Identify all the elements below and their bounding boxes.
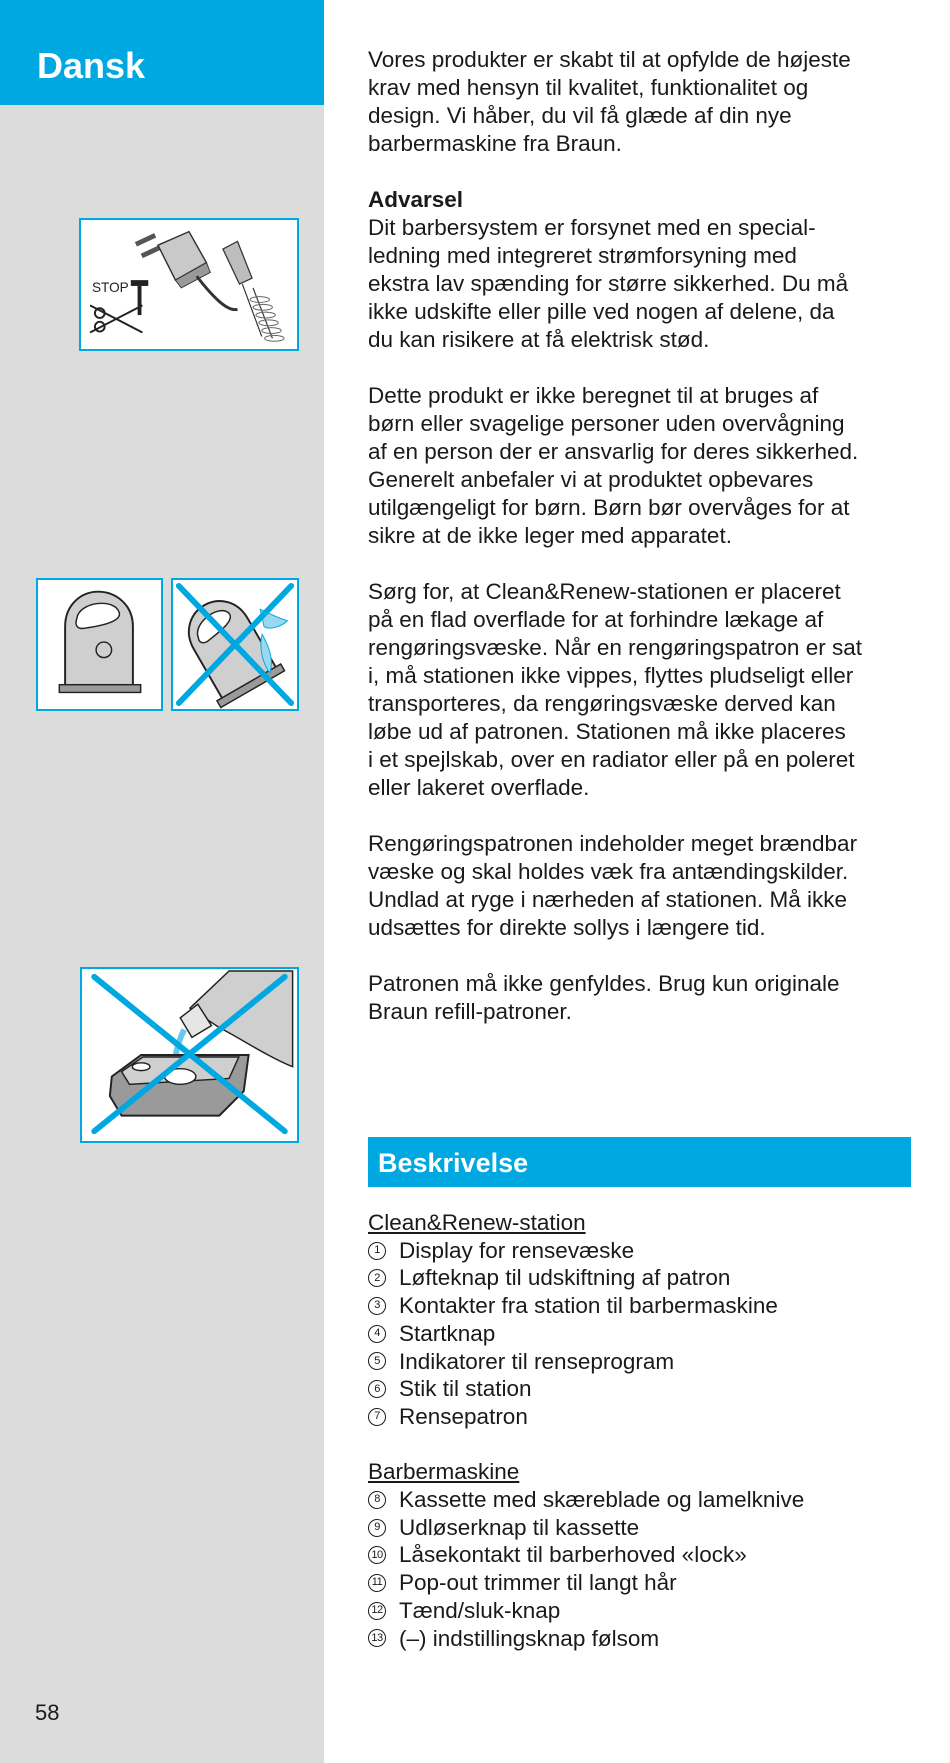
intro-text: [368, 46, 913, 1026]
text-line: Patronen må ikke genfyldes. Brug kun originale: [368, 971, 840, 996]
list-item: [368, 1264, 913, 1292]
text-line: design. Vi håber, du vil få glæde af din nye: [368, 103, 792, 128]
list-item: [368, 1541, 913, 1569]
item-number: 3: [368, 1297, 386, 1315]
language-banner: [0, 0, 324, 105]
text-line: Dit barbersystem er forsynet med en special-: [368, 215, 816, 240]
text-line: Dette produkt er ikke beregnet til at bruges af: [368, 383, 819, 408]
language-title: Dansk: [37, 45, 146, 86]
parts-list: [368, 1209, 913, 1652]
text-line: ledning med integreret strømforsyning med: [368, 243, 797, 268]
text-line: af en person der er ansvarlig for deres sikkerhed.: [368, 439, 859, 464]
list-item: [368, 1320, 913, 1348]
item-label: Kontakter fra station til barbermaskine: [399, 1293, 778, 1319]
item-label: Låsekontakt til barberhoved «lock»: [399, 1542, 747, 1568]
text-line: sikre at de ikke leger med apparatet.: [368, 523, 732, 548]
text-line: Braun refill-patroner.: [368, 999, 572, 1024]
stop-label: STOP: [92, 279, 129, 295]
list-item: [368, 1375, 913, 1403]
warning-heading: Advarsel: [368, 187, 464, 212]
item-label: Rensepatron: [399, 1403, 528, 1429]
text-line: på en flad overflade for at forhindre lækage af: [368, 607, 824, 632]
item-label: Løfteknap til udskiftning af patron: [399, 1265, 731, 1291]
children-paragraph: [368, 382, 913, 550]
item-label: Indikatorer til renseprogram: [399, 1348, 675, 1374]
item-label: Display for rensevæske: [399, 1237, 635, 1263]
station-upright-icon: [36, 578, 163, 711]
placement-paragraph: [368, 578, 913, 802]
item-label: Kassette med skæreblade og lamelknive: [399, 1487, 805, 1513]
item-number: 5: [368, 1352, 386, 1370]
item-number: 4: [368, 1325, 386, 1343]
list-item: [368, 1403, 913, 1431]
item-number: 7: [368, 1408, 386, 1426]
item-number: 12: [368, 1602, 386, 1620]
item-number: 6: [368, 1380, 386, 1398]
refill-cartridge-crossed-icon: [80, 967, 299, 1143]
warning-paragraph: [368, 186, 913, 354]
refill-paragraph: [368, 970, 913, 1026]
list-item: [368, 1486, 913, 1514]
item-label: Udløserknap til kassette: [399, 1514, 640, 1540]
text-line: Vores produkter er skabt til at opfylde de højeste: [368, 47, 851, 72]
text-line: løbe ud af patronen. Stationen må ikke placeres: [368, 719, 846, 744]
text-line: udsættes for direkte sollys i længere tid.: [368, 915, 766, 940]
text-line: du kan risikere at få elektrisk stød.: [368, 327, 710, 352]
list-item: [368, 1514, 913, 1542]
item-number: 11: [368, 1574, 386, 1592]
intro-paragraph: [368, 46, 913, 158]
text-line: barbermaskine fra Braun.: [368, 131, 622, 156]
item-number: 13: [368, 1629, 386, 1647]
text-line: eller lakeret overflade.: [368, 775, 590, 800]
item-number: 8: [368, 1491, 386, 1509]
item-number: 9: [368, 1519, 386, 1537]
text-line: utilgængeligt for børn. Børn bør overvåges for at: [368, 495, 850, 520]
text-line: Sørg for, at Clean&Renew-stationen er placeret: [368, 579, 841, 604]
page-number: 58: [35, 1700, 60, 1725]
text-line: Rengøringspatronen indeholder meget brændbar: [368, 831, 858, 856]
item-label: Pop-out trimmer til langt hår: [399, 1570, 677, 1596]
station-group-title: Clean&Renew-station: [368, 1210, 586, 1235]
text-line: i, må stationen ikke vippes, flyttes pludseligt eller: [368, 663, 854, 688]
station-tilted-crossed-icon: [171, 578, 299, 711]
list-item: [368, 1237, 913, 1265]
list-item: [368, 1597, 913, 1625]
text-line: transporteres, da rengøringsvæske derved kan: [368, 691, 836, 716]
description-banner: [368, 1137, 911, 1187]
text-line: krav med hensyn til kvalitet, funktionalitet og: [368, 75, 809, 100]
text-line: i et spejlskab, over en radiator eller på en poleret: [368, 747, 855, 772]
text-line: ekstra lav spænding for større sikkerhed. Du må: [368, 271, 849, 296]
text-line: væske og skal holdes væk fra antændingskilder.: [368, 859, 849, 884]
list-item: [368, 1348, 913, 1376]
item-label: (–) indstillingsknap følsom: [399, 1625, 660, 1651]
item-label: Tænd/sluk-knap: [399, 1597, 561, 1623]
shaver-group-title: Barbermaskine: [368, 1459, 520, 1485]
flammable-paragraph: [368, 830, 913, 942]
item-label: Stik til station: [399, 1376, 532, 1402]
text-line: rengøringsvæske. Når en rengøringspatron er sat: [368, 635, 862, 660]
item-number: 10: [368, 1546, 386, 1564]
text-line: Generelt anbefaler vi at produktet opbevares: [368, 467, 814, 492]
list-item: [368, 1569, 913, 1597]
item-label: Startknap: [399, 1320, 496, 1346]
list-item: [368, 1292, 913, 1320]
list-item: [368, 1625, 913, 1653]
description-title: Beskrivelse: [378, 1148, 529, 1178]
text-line: Undlad at ryge i nærheden af stationen. Må ikke: [368, 887, 848, 912]
item-number: 2: [368, 1269, 386, 1287]
text-line: børn eller svagelige personer uden overvågning: [368, 411, 845, 436]
power-plug-stop-icon: [79, 218, 299, 351]
text-line: ikke udskifte eller pille ved nogen af delene, da: [368, 299, 835, 324]
item-number: 1: [368, 1242, 386, 1260]
